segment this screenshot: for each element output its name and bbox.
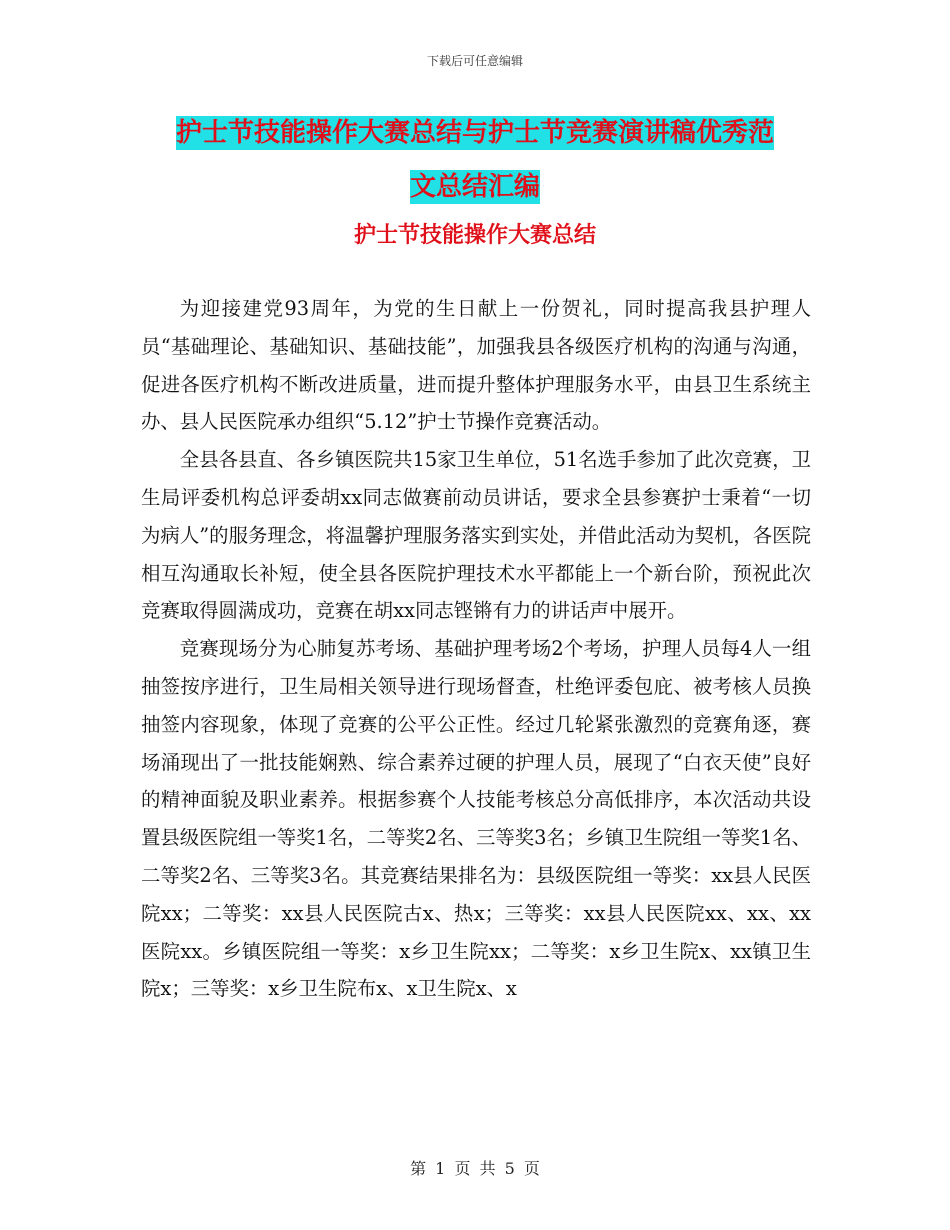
document-title-line-2: 文总结汇编 xyxy=(409,172,540,202)
paragraph: 全县各县直、各乡镇医院共15家卫生单位，51名选手参加了此次竞赛，卫生局评委机构总评委胡xx同志做赛前动员讲话，要求全县参赛护士秉着“一切为病人”的服务理念，将温馨护理服务落实到实处，并借此活动为契机，各医院相互沟通取长补短，使全县各医院护理技术水平都能上一个新台阶，预祝此次竞赛取得圆满成功，竞赛在胡xx同志铿锵有力的讲话声中展开。 xyxy=(141,448,811,623)
document-title xyxy=(140,106,810,214)
section-title: 护士节技能操作大赛总结 xyxy=(353,223,596,248)
page-footer: 第 1 页 共 5 页 xyxy=(410,1159,540,1178)
paragraph: 为迎接建党93周年，为党的生日献上一份贺礼，同时提高我县护理人员“基础理论、基础知识、基础技能”，加强我县各级医疗机构的沟通与沟通，促进各医疗机构不断改进质量，进而提升整体护理服务水平，由县卫生系统主办、县人民医院承办组织“5.12”护士节操作竞赛活动。 xyxy=(141,297,811,434)
header-note: 下载后可任意编辑 xyxy=(426,54,523,68)
document-body xyxy=(141,290,811,1008)
paragraph: 竞赛现场分为心肺复苏考场、基础护理考场2个考场，护理人员每4人一组抽签按序进行，卫生局相关领导进行现场督查，杜绝评委包庇、被考核人员换抽签内容现象，体现了竞赛的公平公正性。经过几轮紧张激烈的竞赛角逐，赛场涌现出了一批技能娴熟、综合素养过硬的护理人员，展现了“白衣天使”良好的精神面貌及职业素养。根据参赛个人技能考核总分高低排序，本次活动共设置县级医院组一等奖1名，二等奖2名、三等奖3名；乡镇卫生院组一等奖1名、二等奖2名、三等奖3名。其竞赛结果排名为：县级医院组一等奖：xx县人民医院xx；二等奖：xx县人民医院古x、热x；三等奖：xx县人民医院xx、xx、xx医院xx。乡镇医院组一等奖：x乡卫生院xx；二等奖：x乡卫生院x、xx镇卫生院x；三等奖：x乡卫生院布x、x卫生院x、x xyxy=(141,637,811,1001)
document-title-line-1: 护士节技能操作大赛总结与护士节竞赛演讲稿优秀范 xyxy=(175,118,774,148)
